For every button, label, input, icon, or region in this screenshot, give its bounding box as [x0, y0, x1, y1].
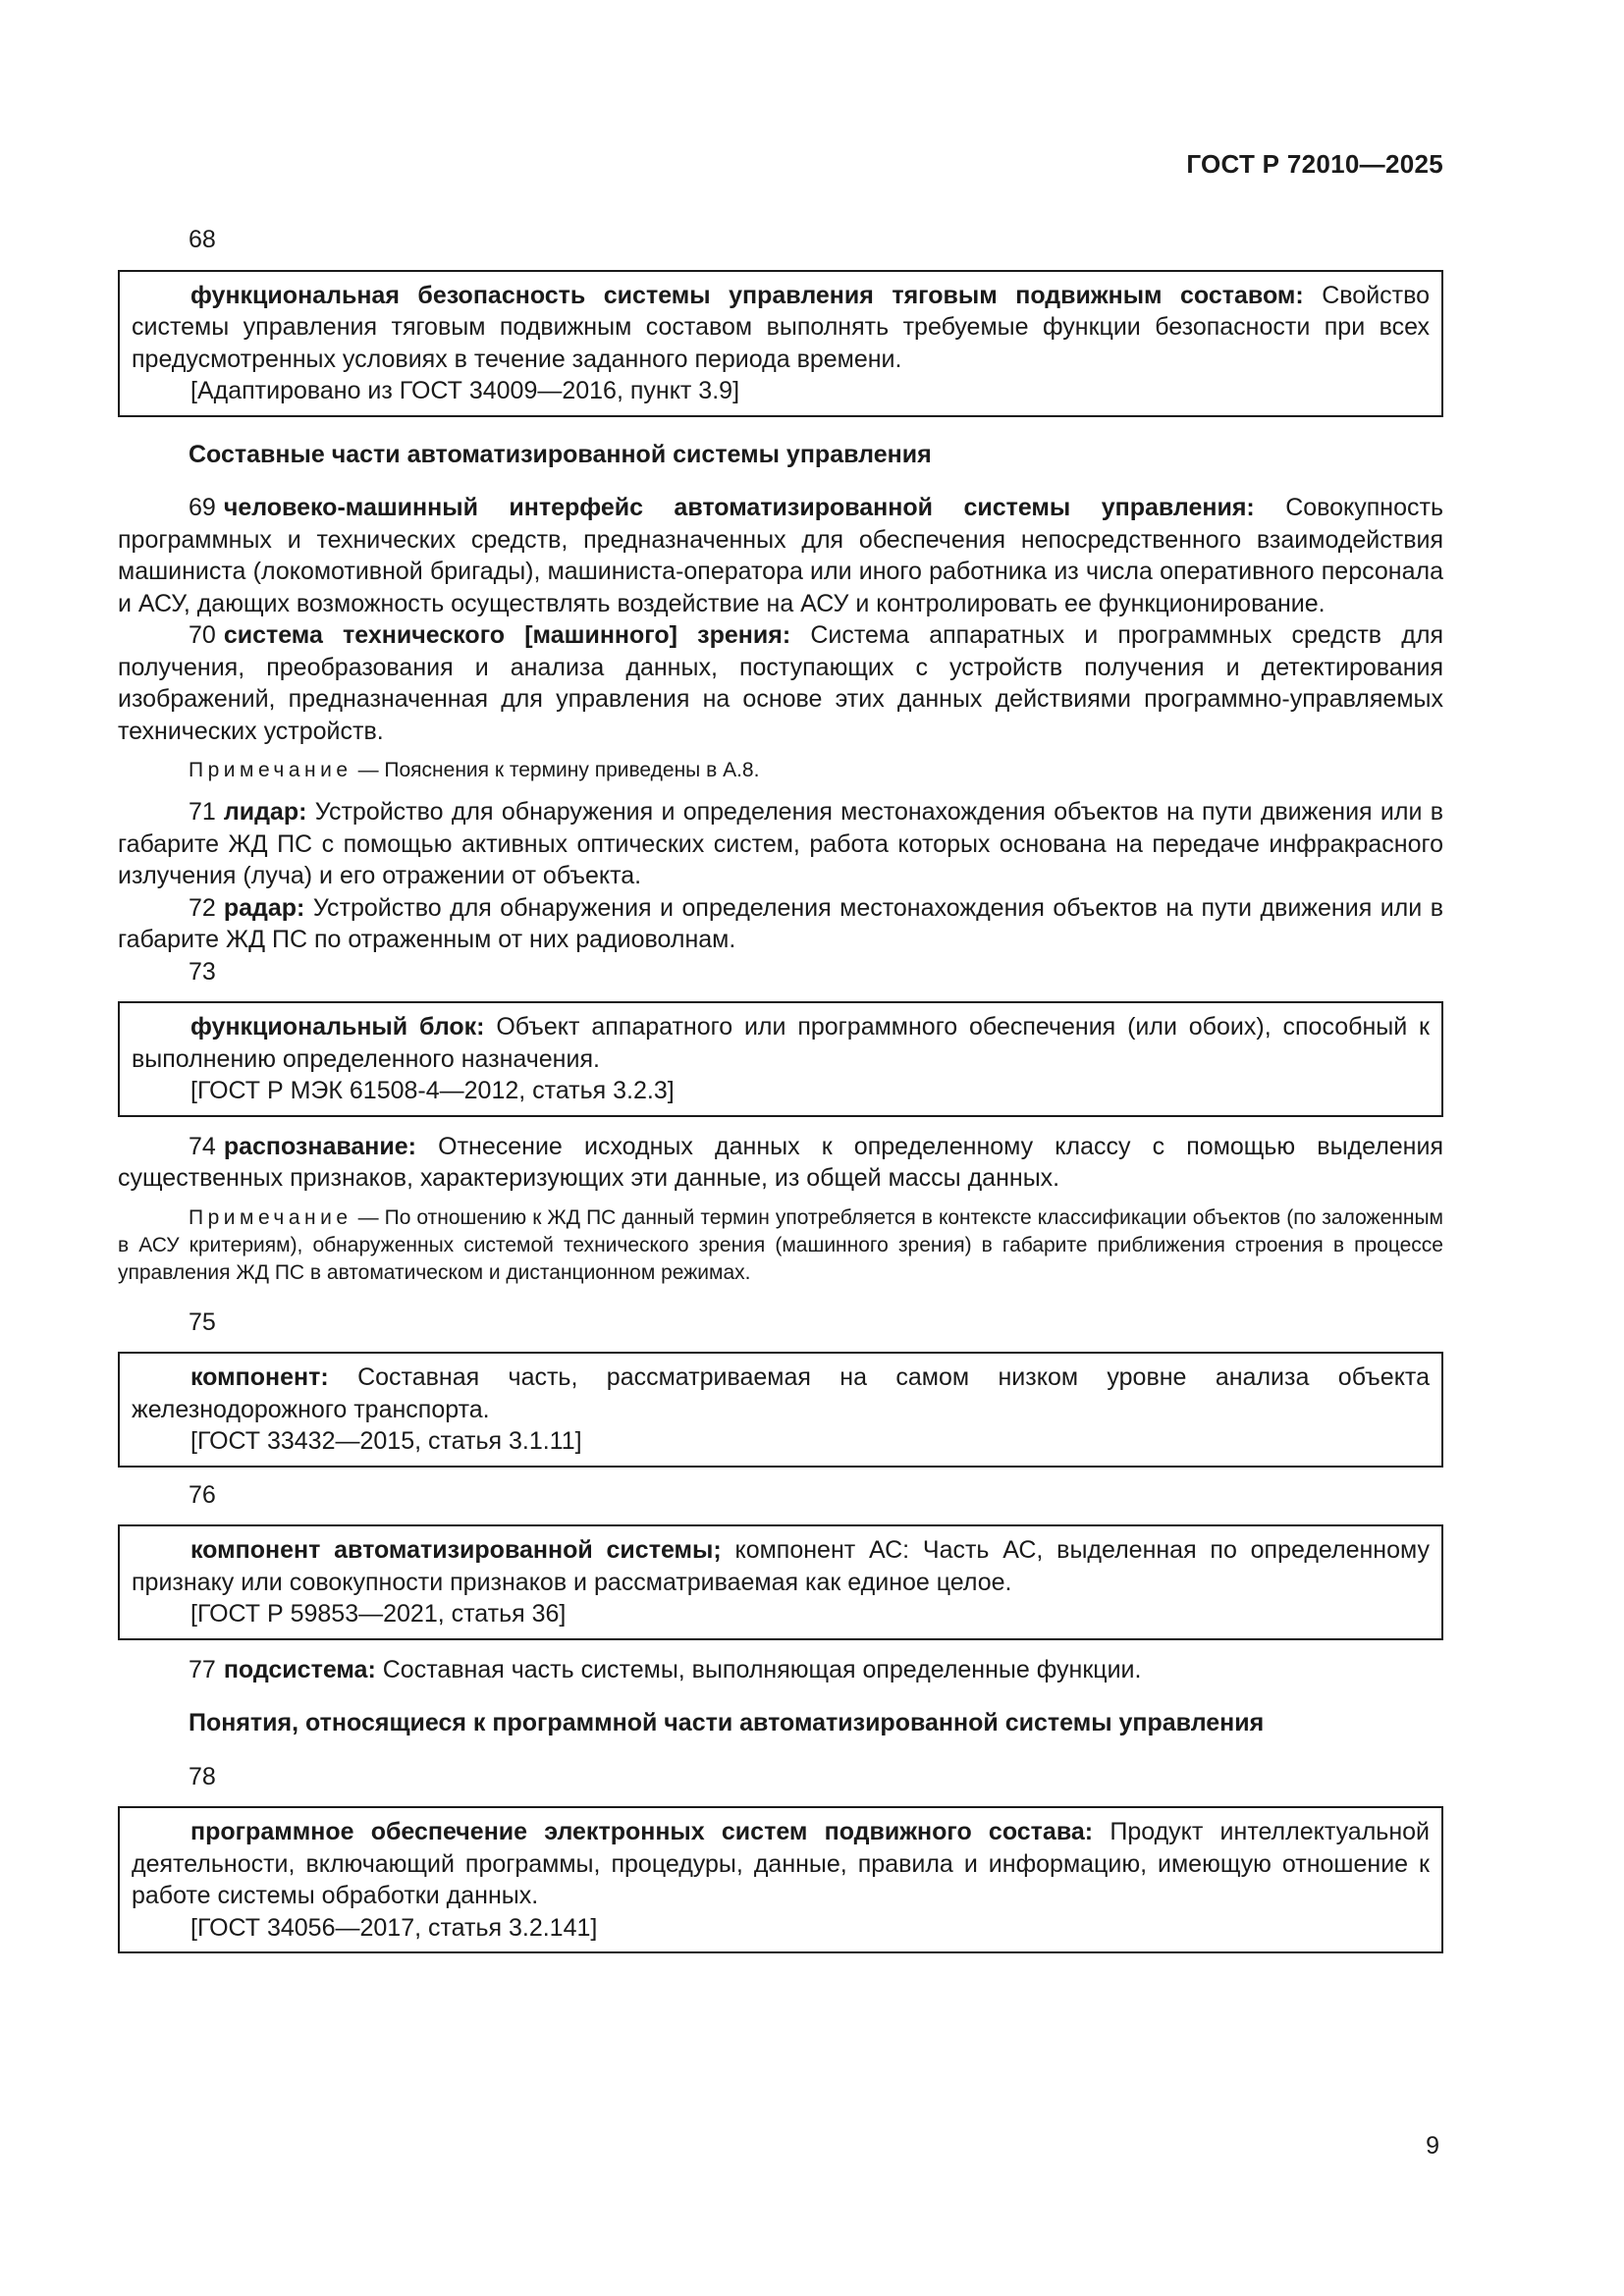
definition-text: Система аппаратных и программных средств для получения, преобразования и анализа данных, поступающих с устройств получения и детектирования изображений, предназначенная для управления на основе этих данных действиями программно-управляемых технических устройств.	[118, 621, 1443, 745]
term-name: программное обеспечение электронных систем подвижного состава:	[190, 1818, 1094, 1845]
term-name: лидар:	[223, 798, 307, 826]
definition-text: Свойство системы управления тяговым подвижным составом выполнять требуемые функции безопасности при всех предусмотренных условиях в течение заданного периода времени.	[132, 281, 1431, 373]
definition-text: Составная часть, рассматриваемая на самом низком уровне анализа объекта железнодорожного транспорта.	[132, 1363, 1430, 1423]
term-entry	[118, 1131, 1443, 1195]
note	[118, 757, 1443, 784]
document-page	[118, 0, 1443, 2296]
entry-number: 76	[189, 1480, 216, 1509]
term-name: система технического [машинного] зрения:	[223, 621, 791, 649]
entry-number: 74	[189, 1132, 216, 1160]
definition-text: Объект аппаратного или программного обеспечения (или обоих), способный к выполнению определенного назначения.	[132, 1013, 1430, 1073]
term-definition	[132, 1534, 1430, 1598]
definition-text: Продукт интеллектуальной деятельности, включающий программы, процедуры, данные, правила и информацию, имеющую отношение к работе системы обработки данных.	[132, 1818, 1430, 1909]
term-entry	[118, 796, 1443, 892]
term-box	[118, 1352, 1443, 1468]
term-name: подсистема:	[223, 1655, 376, 1683]
entry-number: 72	[189, 893, 216, 922]
note-text: — Пояснения к термину приведены в А.8.	[357, 759, 760, 781]
term-entry	[118, 492, 1443, 619]
entry-number: 75	[189, 1308, 216, 1336]
term-box	[118, 1806, 1443, 1953]
term-name: компонент:	[190, 1363, 329, 1391]
document-header: ГОСТ Р 72010—2025	[1186, 149, 1443, 179]
entry-number: 73	[189, 957, 216, 986]
note-label: Примечание	[189, 1205, 352, 1229]
term-name: функциональный блок:	[190, 1013, 485, 1041]
definition-text: Совокупность программных и технических средств, предназначенных для обеспечения непосредственного взаимодействия машиниста (локомотивной бригады), машиниста-оператора или иного работника из числа оперативного персонала и АСУ, дающих возможность осуществлять воздействие на АСУ и контролировать ее функционирование.	[118, 494, 1443, 617]
entry-number: 69	[189, 494, 216, 521]
entry-number: 78	[189, 1762, 216, 1790]
definition-text: компонент АС: Часть АС, выделенная по определенному признаку или совокупности признаков и рассматриваемая как единое целое.	[132, 1536, 1430, 1596]
definition-text: Составная часть системы, выполняющая определенные функции.	[382, 1655, 1142, 1683]
term-source: [ГОСТ Р МЭК 61508-4—2012, статья 3.2.3]	[190, 1077, 675, 1104]
definition-text: Устройство для обнаружения и определения местонахождения объектов на пути движения или в габарите ЖД ПС по отраженным от них радиоволнам.	[118, 893, 1443, 953]
term-box	[118, 1001, 1443, 1117]
term-name: функциональная безопасность системы управления тяговым подвижным составом:	[190, 281, 1304, 309]
term-source: [ГОСТ 33432—2015, статья 3.1.11]	[190, 1427, 582, 1455]
note-text: — По отношению к ЖД ПС данный термин употребляется в контексте классификации объектов (по заложенным в АСУ критериям), обнаруженных системой технического зрения (машинного зрения) в габарите приближения строения в процессе управления ЖД ПС в автоматическом и дистанционном режимах.	[118, 1205, 1443, 1284]
entry-number: 77	[189, 1655, 216, 1683]
term-definition	[132, 1362, 1430, 1425]
term-name: распознавание:	[223, 1132, 417, 1160]
section-heading: Составные части автоматизированной системы управления	[189, 440, 932, 468]
note	[118, 1204, 1443, 1287]
definition-text: Устройство для обнаружения и определения местонахождения объектов на пути движения или в габарите ЖД ПС с помощью активных оптических систем, работа которых основана на передаче инфракрасного излучения (луча) и его отражении от объекта.	[118, 798, 1443, 889]
entry-number: 71	[189, 798, 216, 826]
term-box	[118, 1524, 1443, 1640]
term-entry	[118, 619, 1443, 747]
term-source: [ГОСТ 34056—2017, статья 3.2.141]	[190, 1913, 598, 1942]
term-source: [ГОСТ Р 59853—2021, статья 36]	[190, 1600, 567, 1628]
term-name: компонент автоматизированной системы;	[190, 1536, 722, 1564]
term-entry	[118, 892, 1443, 956]
definition-text: Отнесение исходных данных к определенному классу с помощью выделения существенных признаков, характеризующих эти данные, из общей массы данных.	[118, 1132, 1443, 1192]
term-definition	[132, 280, 1430, 376]
term-box	[118, 270, 1443, 417]
term-name: человеко-машинный интерфейс автоматизированной системы управления:	[223, 494, 1255, 521]
section-heading: Понятия, относящиеся к программной части автоматизированной системы управления	[189, 1709, 1265, 1736]
term-name: радар:	[223, 893, 305, 922]
page-number: 9	[1426, 2132, 1439, 2160]
term-definition	[132, 1011, 1430, 1075]
entry-number: 68	[189, 226, 216, 253]
term-source: [Адаптировано из ГОСТ 34009—2016, пункт 3.9]	[190, 377, 740, 404]
note-label: Примечание	[189, 759, 352, 781]
term-definition	[132, 1816, 1430, 1912]
entry-number: 70	[189, 621, 216, 649]
document-body	[118, 224, 1443, 1953]
term-entry	[118, 1654, 1443, 1686]
